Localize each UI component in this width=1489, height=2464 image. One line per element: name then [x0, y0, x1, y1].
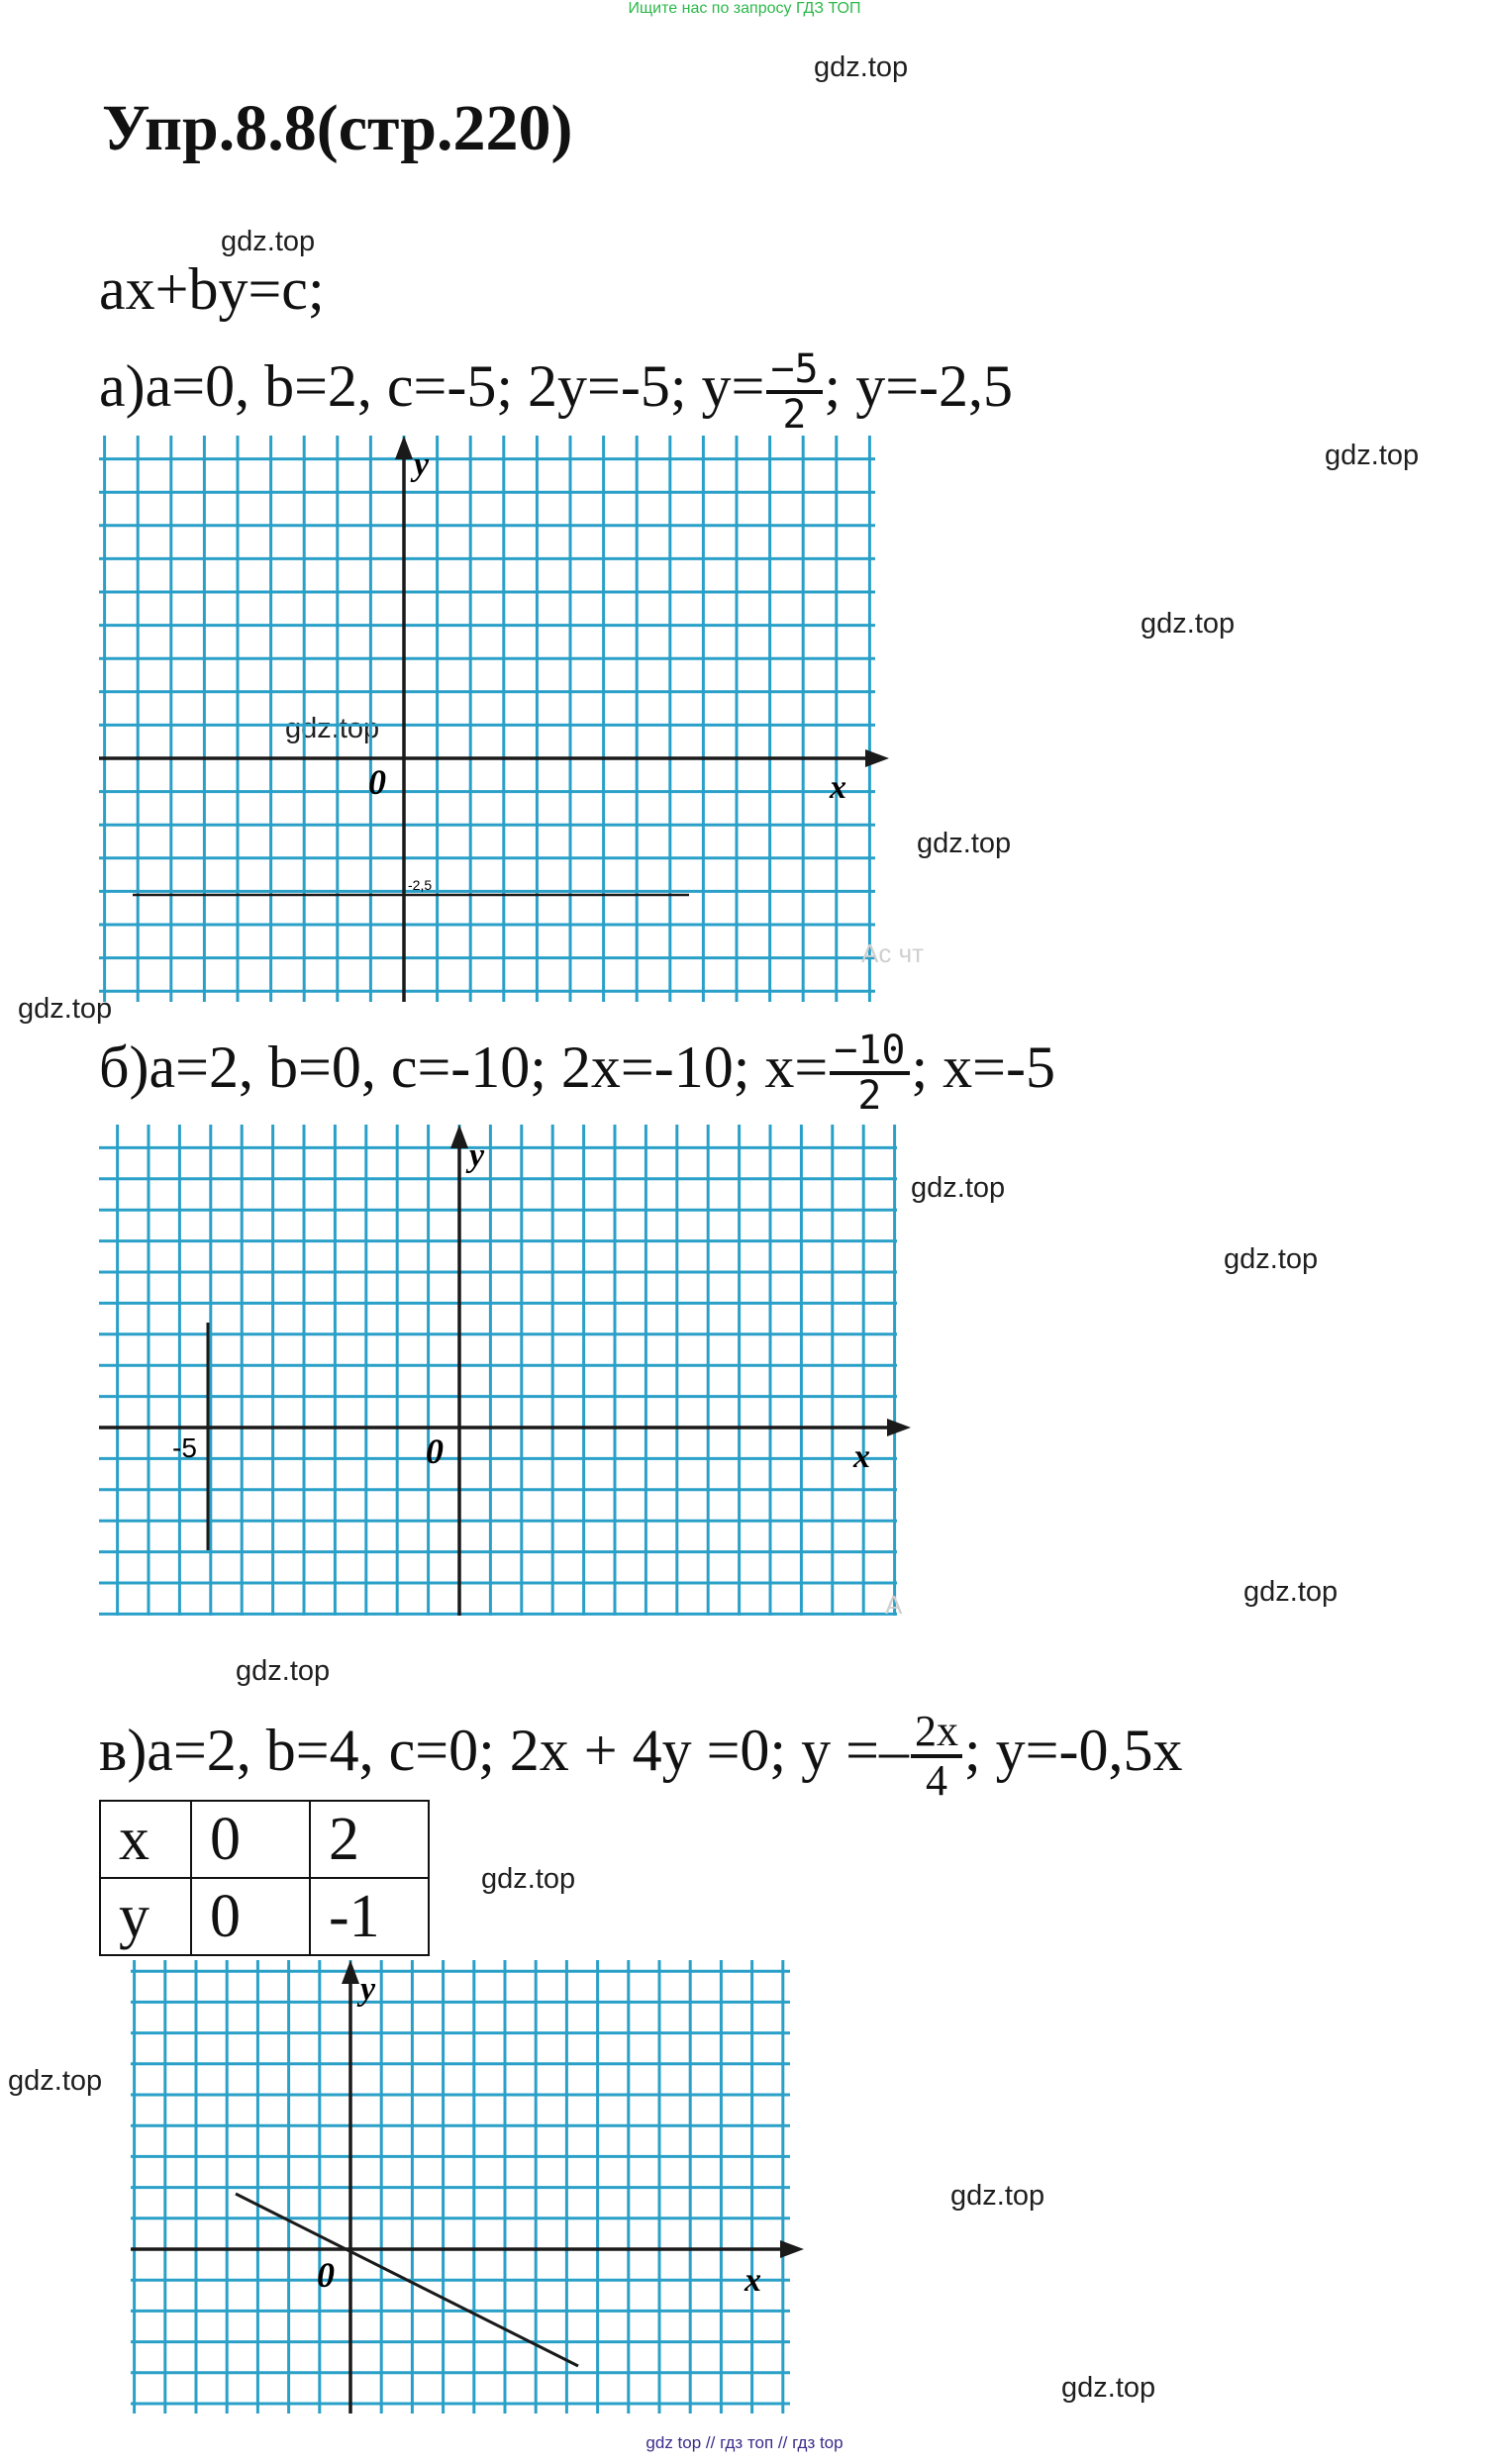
part-a-suffix: ; y=-2,5 — [824, 352, 1014, 419]
part-a-frac-den: 2 — [782, 392, 807, 438]
graph-c-svg — [131, 1960, 804, 2414]
x-axis-arrow — [887, 1419, 911, 1436]
part-c-frac-num: 2x — [911, 1709, 962, 1758]
part-c-fraction — [911, 1709, 962, 1804]
origin-label: 0 — [368, 762, 386, 802]
y-axis-label: y — [360, 1971, 376, 2008]
part-b-frac-den: 2 — [857, 1073, 882, 1119]
watermark: gdz.top — [18, 993, 113, 1025]
page-title: Упр.8.8(стр.220) — [102, 92, 573, 164]
watermark: gdz.top — [1224, 1243, 1319, 1275]
table-cell: x — [100, 1801, 191, 1878]
part-c-prefix: в)a=2, b=4, c=0; 2x + 4y =0; y =– — [99, 1717, 909, 1783]
watermark: gdz.top — [481, 1863, 576, 1895]
x-axis-arrow — [780, 2240, 804, 2258]
part-a-frac-num: −5 — [766, 348, 822, 394]
top-banner[interactable]: Ищите нас по запросу ГДЗ ТОП — [628, 0, 861, 17]
graph-c — [131, 1960, 804, 2414]
part-b-prefix: б)a=2, b=0, c=-10; 2x=-10; x= — [99, 1034, 829, 1100]
watermark: gdz.top — [1243, 1576, 1339, 1608]
origin-label: 0 — [426, 1431, 444, 1471]
corner-artifact-text: A — [885, 1590, 903, 1620]
part-b-fraction — [830, 1030, 909, 1117]
part-c-equation — [99, 1709, 1182, 1804]
part-a-prefix: а)a=0, b=2, c=-5; 2y=-5; y= — [99, 352, 765, 419]
watermark: gdz.top — [814, 51, 909, 83]
general-equation: ax+by=c; — [99, 256, 325, 322]
origin-label: 0 — [317, 2255, 335, 2295]
x-axis-arrow — [865, 749, 889, 767]
part-a-equation — [99, 348, 1013, 436]
x-axis-label: x — [830, 769, 846, 806]
part-b-frac-num: −10 — [830, 1030, 909, 1075]
part-a-fraction — [766, 348, 822, 436]
table-row — [100, 1878, 429, 1955]
y-axis-label: y — [414, 446, 430, 483]
graph-a-grid — [99, 436, 875, 1002]
graph-a — [99, 436, 925, 1002]
x-axis-label: x — [744, 2262, 761, 2299]
watermark: gdz.top — [917, 828, 1012, 859]
x-axis-label: x — [853, 1438, 870, 1475]
watermark: gdz.top — [1061, 2372, 1156, 2404]
watermark: gdz.top — [285, 713, 380, 744]
table-cell: 0 — [191, 1801, 310, 1878]
y-axis-arrow — [450, 1125, 468, 1148]
y-axis-label: y — [469, 1137, 485, 1174]
watermark: gdz.top — [1325, 440, 1420, 471]
table-cell: 2 — [310, 1801, 429, 1878]
table-row — [100, 1801, 429, 1878]
part-c-frac-den: 4 — [925, 1756, 947, 1806]
watermark: gdz.top — [221, 226, 316, 257]
watermark: gdz.top — [950, 2180, 1045, 2212]
values-table — [99, 1800, 430, 1956]
y-axis-arrow — [395, 436, 413, 459]
graph-a-svg — [99, 436, 925, 1002]
part-b-suffix: ; x=-5 — [911, 1034, 1056, 1100]
watermark: gdz.top — [236, 1655, 331, 1687]
table-cell: y — [100, 1878, 191, 1955]
graph-c-grid — [131, 1960, 790, 2414]
table-cell: -1 — [310, 1878, 429, 1955]
graph-b-grid — [99, 1125, 897, 1616]
watermark: gdz.top — [911, 1172, 1006, 1204]
watermark: gdz.top — [1141, 608, 1236, 640]
line-label: -2,5 — [408, 877, 433, 893]
corner-artifact-text: Ac чт — [861, 938, 925, 968]
graph-b-svg — [99, 1125, 911, 1620]
part-c-suffix: ; y=-0,5x — [963, 1717, 1183, 1783]
watermark: gdz.top — [8, 2065, 103, 2097]
line-label: -5 — [172, 1432, 197, 1463]
footer-links[interactable]: gdz top // гдз топ // гдз top — [645, 2433, 844, 2452]
part-b-equation — [99, 1030, 1055, 1117]
table-cell: 0 — [191, 1878, 310, 1955]
graph-b — [99, 1125, 911, 1620]
